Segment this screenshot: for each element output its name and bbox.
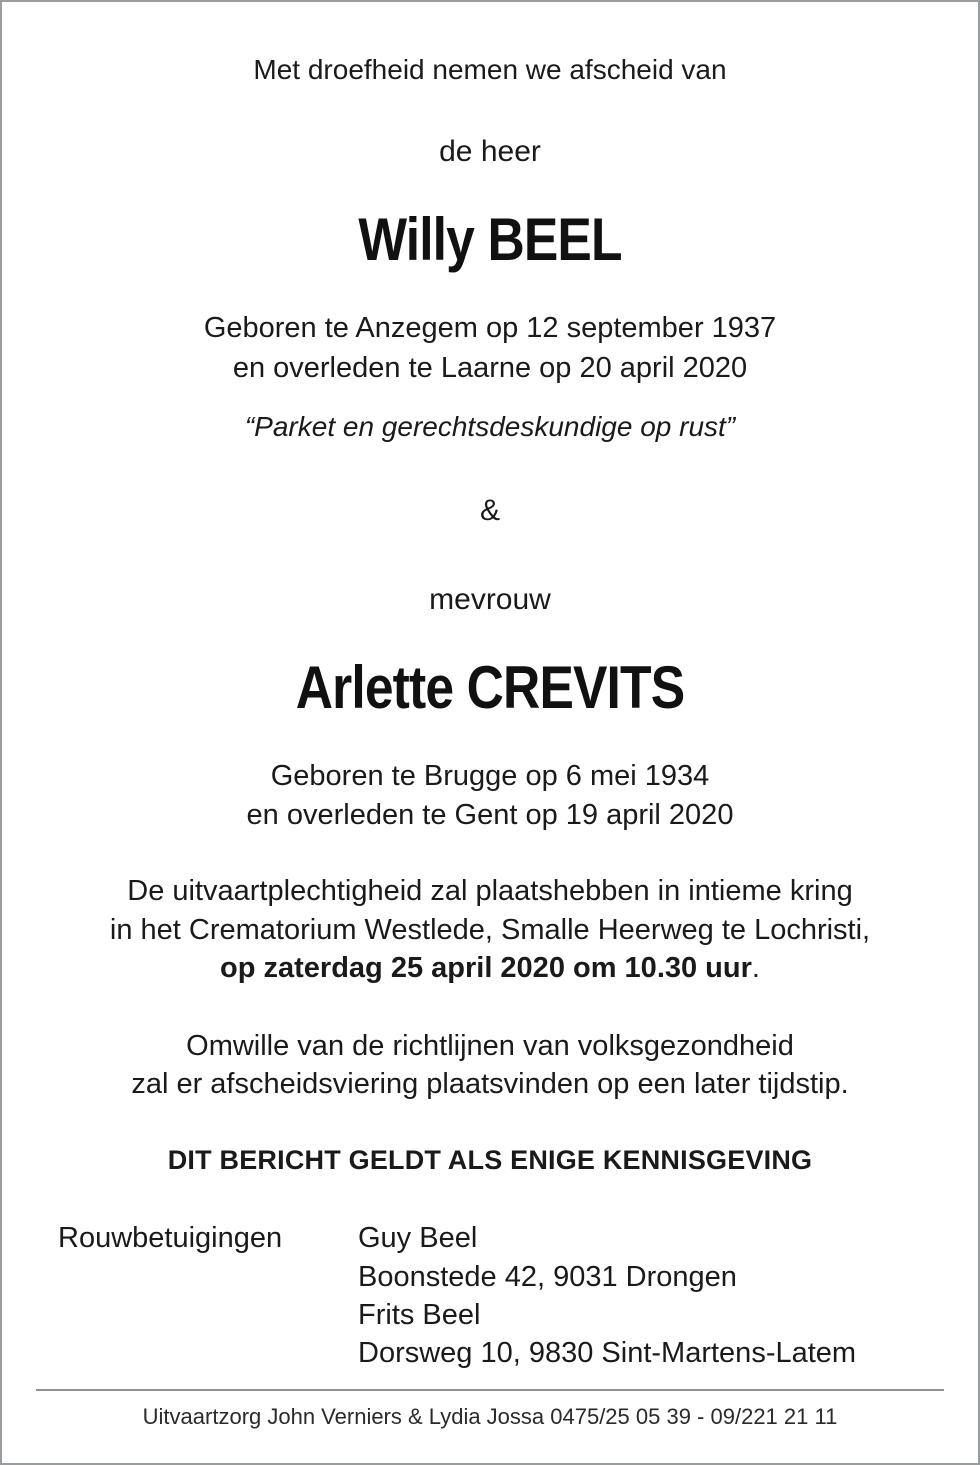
- funeral-date-suffix: .: [751, 952, 760, 984]
- person2-died: en overleden te Gent op 19 april 2020: [246, 799, 734, 831]
- person1-died: en overleden te Laarne op 20 april 2020: [232, 352, 748, 384]
- ampersand: &: [479, 494, 500, 527]
- footer-funeral-home: Uitvaartzorg John Verniers & Lydia Jossa 0475/25 05 39 - 09/221 21 11: [142, 1404, 838, 1429]
- contact-line: Guy Beel: [358, 1222, 478, 1254]
- person2-born: Geboren te Brugge op 6 mei 1934: [270, 760, 710, 792]
- person1-title: de heer: [439, 135, 541, 168]
- covid-line-2: zal er afscheidsviering plaatsvinden op een later tijdstip.: [131, 1068, 849, 1100]
- intro-text: Met droefheid nemen we afscheid van: [253, 54, 727, 85]
- funeral-line-1: De uitvaartplechtigheid zal plaatshebben in intieme kring: [127, 875, 853, 907]
- person1-name: Willy BEEL: [358, 206, 622, 273]
- funeral-line-2: in het Crematorium Westlede, Smalle Heerweg te Lochristi,: [109, 914, 871, 946]
- contact-line: Boonstede 42, 9031 Drongen: [358, 1261, 737, 1293]
- footer-divider: [36, 1389, 944, 1391]
- person2-title: mevrouw: [429, 583, 551, 616]
- person2-name: Arlette CREVITS: [295, 654, 685, 721]
- person1-motto: “Parket en gerechtsdeskundige op rust”: [244, 411, 736, 442]
- notice-heading: DIT BERICHT GELDT ALS ENIGE KENNISGEVING: [167, 1145, 813, 1175]
- person1-born: Geboren te Anzegem op 12 september 1937: [203, 312, 777, 344]
- contact-line: Dorsweg 10, 9830 Sint-Martens-Latem: [358, 1337, 857, 1369]
- funeral-date-line: [0, 952, 980, 985]
- covid-line-1: Omwille van de richtlijnen van volksgezondheid: [186, 1030, 794, 1062]
- funeral-date-time: op zaterdag 25 april 2020 om 10.30 uur: [220, 952, 752, 984]
- condolences-label: Rouwbetuigingen: [58, 1222, 283, 1254]
- contact-line: Frits Beel: [358, 1299, 481, 1331]
